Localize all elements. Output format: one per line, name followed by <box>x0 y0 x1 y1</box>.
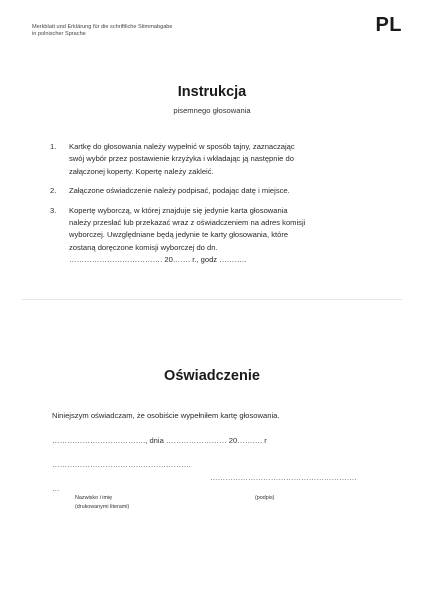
instruction-item <box>50 141 370 178</box>
signature-entry-line: …………………………………………………. <box>210 473 357 482</box>
instruction-line: swój wybór przez postawienie krzyżyka i wkładając ją następnie do <box>69 154 294 164</box>
instruction-number: 2. <box>50 186 57 196</box>
place-date-line: ………………………………., dnia …………………… 20………. r <box>52 436 267 445</box>
instruction-line: Kartkę do głosowania należy wypełnić w sposób tajny, zaznaczając <box>69 142 295 151</box>
header-note-line: in polnischer Sprache <box>32 31 86 38</box>
instruction-item <box>50 185 370 197</box>
header-note-line: Merkblatt und Erklärung für die schriftliche Stimmabgabe <box>32 24 173 30</box>
instructions-title: Instrukcja <box>177 84 247 100</box>
instruction-line: Kopertę wyborczą, w której znajduje się jedynie karta głosowania <box>69 205 288 215</box>
header-note <box>32 24 173 39</box>
name-caption-line: Nazwisko i imię <box>75 495 113 501</box>
instruction-text <box>69 185 370 197</box>
instruction-number: 3. <box>50 205 57 215</box>
declaration-title: Oświadczenie <box>164 368 260 384</box>
instruction-item <box>50 205 370 267</box>
name-entry-line-continued: … <box>52 484 60 493</box>
instruction-text <box>69 205 370 267</box>
name-caption-line: (drukowanymi literami) <box>75 503 130 510</box>
instructions-subtitle: pisemnego głosowania <box>173 106 251 115</box>
instruction-line: zostaną doręczone komisji wyborczej do dn. <box>69 242 218 252</box>
declaration-statement: Niniejszym oświadczam, że osobiście wypełniłem kartę głosowania. <box>52 411 280 420</box>
instruction-line: Załączone oświadczenie należy podpisać, podając datę i miejsce. <box>69 186 290 196</box>
instruction-text <box>69 141 370 178</box>
signature-caption: (podpis) <box>255 495 275 501</box>
instruction-line: załączonej koperty. Kopertę należy zakleić. <box>69 166 214 176</box>
section-divider <box>22 299 402 300</box>
instruction-line: wyborczej. Uwzględniane będą jedynie te karty głosowania, które <box>69 230 289 240</box>
instruction-line: ………………………………. 20……. r., godz ……….. <box>69 255 247 265</box>
instruction-line: należy przesłać lub przekazać wraz z oświadczeniem na adres komisji <box>69 218 306 228</box>
name-caption <box>75 494 129 511</box>
language-code: PL <box>375 14 402 36</box>
instructions-list <box>50 141 370 274</box>
name-entry-line: ………………………………………………. <box>52 460 191 469</box>
instruction-number: 1. <box>50 142 57 151</box>
